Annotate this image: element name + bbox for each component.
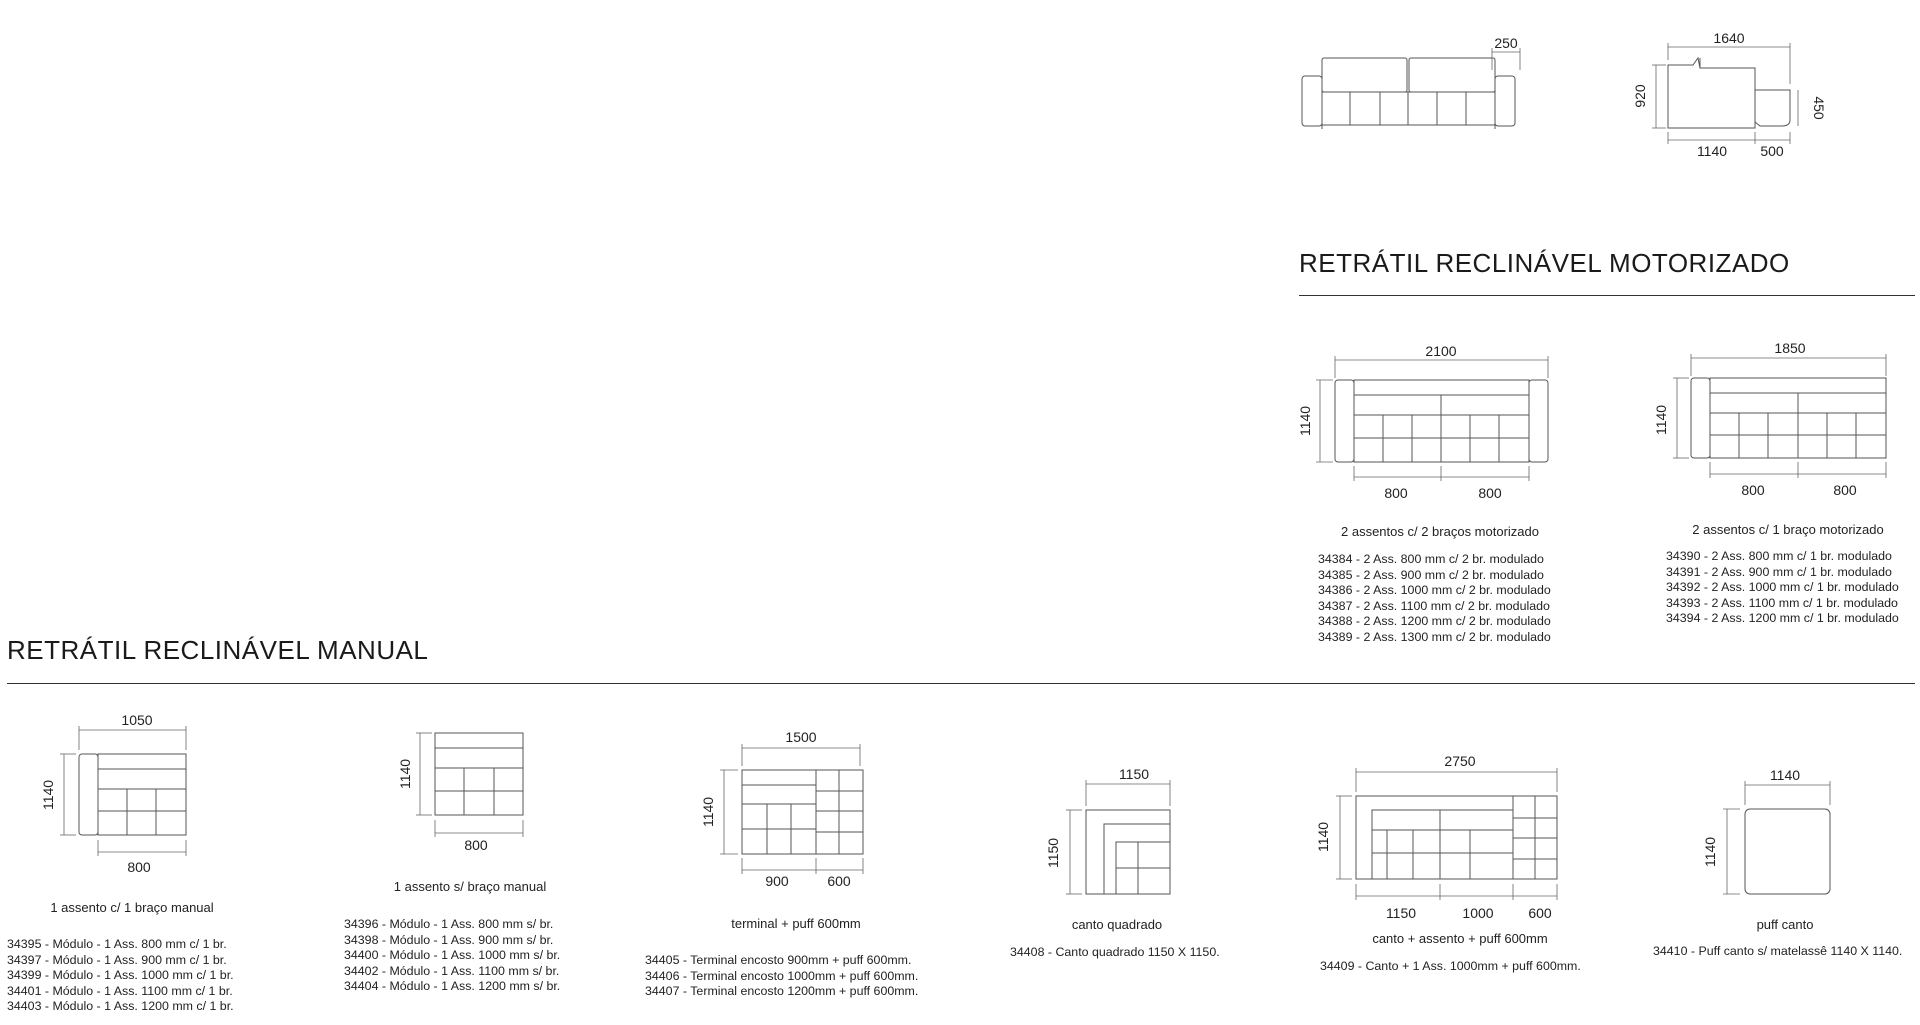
- mot2-dim-top: 1850: [1774, 340, 1806, 356]
- manual-square-corner-code-list: [1010, 945, 1220, 961]
- code-line: 34386 - 2 Ass. 1000 mm c/ 2 br. modulado: [1318, 583, 1551, 598]
- side-dim-top: 1640: [1713, 30, 1745, 46]
- code-line: 34389 - 2 Ass. 1300 mm c/ 2 br. modulado: [1318, 629, 1551, 644]
- manual-section-rule: [7, 683, 1915, 684]
- mot2-dim-left: 1140: [1653, 404, 1669, 436]
- code-line: 34391 - 2 Ass. 900 mm c/ 1 br. modulado: [1666, 564, 1892, 579]
- code-line: 34387 - 2 Ass. 1100 mm c/ 2 br. modulado: [1318, 598, 1550, 613]
- code-line: 34410 - Puff canto s/ matelassê 1140 X 1140.: [1653, 944, 1903, 958]
- man3-dim-top: 1500: [785, 729, 817, 745]
- code-line: 34401 - Módulo - 1 Ass. 1100 mm c/ 1 br.: [7, 983, 233, 998]
- code-line: 34403 - Módulo - 1 Ass. 1200 mm c/ 1 br.: [7, 999, 234, 1014]
- manual-terminal-puff-code-list: [645, 953, 918, 1000]
- side-dim-bottom-a: 1140: [1696, 143, 1728, 159]
- mot2-dim-bottom-b: 800: [1833, 482, 1857, 498]
- code-line: 34402 - Módulo - 1 Ass. 1100 mm s/ br.: [344, 963, 560, 978]
- code-line: 34406 - Terminal encosto 1000mm + puff 600mm.: [645, 968, 919, 983]
- front-dim-top: 250: [1494, 35, 1518, 51]
- motorized-1-arm-drawing: [1653, 340, 1886, 498]
- motorized-2-arms-drawing: [1297, 343, 1548, 501]
- manual-1-arm-code-list: [7, 937, 234, 1015]
- code-line: 34398 - Módulo - 1 Ass. 900 mm s/ br.: [344, 932, 554, 947]
- man5-dim-bottom-b: 1000: [1462, 905, 1494, 921]
- man3-dim-bottom-b: 600: [827, 873, 851, 889]
- man6-dim-top: 1140: [1769, 767, 1801, 783]
- code-line: 34399 - Módulo - 1 Ass. 1000 mm c/ 1 br.: [7, 968, 234, 983]
- code-line: 34408 - Canto quadrado 1150 X 1150.: [1010, 945, 1220, 959]
- man5-dim-bottom-c: 600: [1528, 905, 1552, 921]
- motorized-1-arm-caption: 2 assentos c/ 1 braço motorizado: [1692, 522, 1884, 537]
- mot1-dim-left: 1140: [1297, 405, 1313, 437]
- side-dim-right: 450: [1811, 96, 1827, 120]
- manual-corner-seat-puff-drawing: [1315, 753, 1557, 921]
- code-line: 34392 - 2 Ass. 1000 mm c/ 1 br. modulado: [1666, 580, 1899, 595]
- man2-dim-left: 1140: [397, 758, 413, 790]
- code-line: 34400 - Módulo - 1 Ass. 1000 mm s/ br.: [344, 948, 561, 963]
- manual-section-title: RETRÁTIL RECLINÁVEL MANUAL: [7, 635, 429, 665]
- code-line: 34388 - 2 Ass. 1200 mm c/ 2 br. modulado: [1318, 614, 1551, 629]
- mot1-dim-top: 2100: [1425, 343, 1457, 359]
- code-line: 34396 - Módulo - 1 Ass. 800 mm s/ br.: [344, 917, 554, 931]
- man1-dim-top: 1050: [121, 712, 153, 728]
- manual-corner-puff-code-list: [1653, 944, 1902, 960]
- man3-dim-left: 1140: [700, 796, 716, 828]
- manual-corner-seat-puff-caption: canto + assento + puff 600mm: [1372, 931, 1548, 946]
- code-line: 34407 - Terminal encosto 1200mm + puff 600mm.: [645, 984, 919, 999]
- manual-no-arm-drawing: [397, 733, 523, 853]
- man4-dim-top: 1150: [1118, 766, 1150, 782]
- manual-corner-puff-caption: puff canto: [1756, 917, 1814, 932]
- front-elevation-drawing: [1302, 35, 1520, 129]
- code-line: 34405 - Terminal encosto 900mm + puff 600mm.: [645, 953, 912, 967]
- code-line: 34384 - 2 Ass. 800 mm c/ 2 br. modulado: [1318, 552, 1544, 566]
- code-line: 34393 - 2 Ass. 1100 mm c/ 1 br. modulado: [1666, 595, 1898, 610]
- motorized-section-rule: [1299, 295, 1915, 296]
- manual-1-arm-caption: 1 assento c/ 1 braço manual: [50, 900, 214, 915]
- mot1-dim-bottom-a: 800: [1384, 485, 1408, 501]
- motorized-2-arms-code-list: [1318, 552, 1551, 646]
- manual-square-corner-drawing: [1045, 766, 1170, 894]
- code-line: 34404 - Módulo - 1 Ass. 1200 mm s/ br.: [344, 979, 561, 994]
- motorized-section-title: RETRÁTIL RECLINÁVEL MOTORIZADO: [1299, 248, 1790, 278]
- man4-dim-left: 1150: [1045, 837, 1061, 869]
- man5-dim-bottom-a: 1150: [1385, 905, 1417, 921]
- manual-no-arm-code-list: [344, 917, 560, 995]
- man3-dim-bottom-a: 900: [765, 873, 789, 889]
- man5-dim-top: 2750: [1444, 753, 1476, 769]
- manual-corner-puff-drawing: [1702, 767, 1830, 894]
- side-dim-left: 920: [1632, 84, 1648, 108]
- motorized-1-arm-code-list: [1666, 549, 1899, 627]
- manual-terminal-puff-caption: terminal + puff 600mm: [731, 916, 861, 931]
- manual-terminal-puff-drawing: [700, 729, 863, 889]
- manual-no-arm-caption: 1 assento s/ braço manual: [393, 879, 547, 894]
- man2-dim-bottom: 800: [464, 837, 488, 853]
- man6-dim-left: 1140: [1702, 836, 1718, 868]
- manual-corner-seat-puff-code-list: [1320, 959, 1581, 975]
- side-dim-bottom-b: 500: [1760, 143, 1784, 159]
- code-line: 34394 - 2 Ass. 1200 mm c/ 1 br. modulado: [1666, 611, 1899, 626]
- motorized-2-arms-caption: 2 assentos c/ 2 braços motorizado: [1341, 524, 1539, 539]
- code-line: 34397 - Módulo - 1 Ass. 900 mm c/ 1 br.: [7, 952, 227, 967]
- side-elevation-drawing: [1632, 30, 1827, 159]
- man1-dim-left: 1140: [40, 779, 56, 811]
- code-line: 34395 - Módulo - 1 Ass. 800 mm c/ 1 br.: [7, 937, 227, 951]
- man1-dim-bottom: 800: [127, 859, 151, 875]
- code-line: 34390 - 2 Ass. 800 mm c/ 1 br. modulado: [1666, 549, 1892, 563]
- manual-square-corner-caption: canto quadrado: [1071, 917, 1163, 932]
- code-line: 34409 - Canto + 1 Ass. 1000mm + puff 600mm.: [1320, 959, 1581, 973]
- mot2-dim-bottom-a: 800: [1741, 482, 1765, 498]
- man5-dim-left: 1140: [1315, 821, 1331, 853]
- manual-1-arm-drawing: [40, 712, 186, 875]
- code-line: 34385 - 2 Ass. 900 mm c/ 2 br. modulado: [1318, 567, 1544, 582]
- mot1-dim-bottom-b: 800: [1478, 485, 1502, 501]
